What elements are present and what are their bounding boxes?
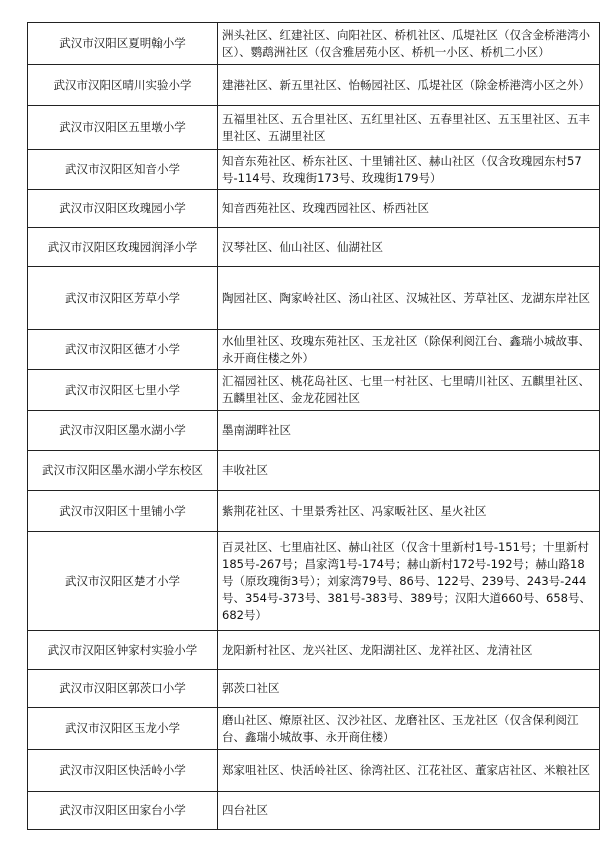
district-area: 四台社区 [218, 792, 600, 830]
school-name: 武汉市汉阳区五里墩小学 [28, 106, 218, 150]
table-row [28, 670, 600, 708]
school-name: 武汉市汉阳区知音小学 [28, 150, 218, 190]
table-row [28, 106, 600, 150]
table-row [28, 65, 600, 106]
school-name: 武汉市汉阳区玫瑰园润泽小学 [28, 228, 218, 267]
district-area: 丰收社区 [218, 451, 600, 491]
table-row [28, 451, 600, 491]
table-row [28, 330, 600, 370]
table-row [28, 792, 600, 830]
table-row [28, 491, 600, 532]
school-name: 武汉市汉阳区芳草小学 [28, 267, 218, 330]
school-name: 武汉市汉阳区快活岭小学 [28, 750, 218, 792]
school-name: 武汉市汉阳区田家台小学 [28, 792, 218, 830]
school-district-table [27, 22, 600, 830]
district-area: 五福里社区、五合里社区、五红里社区、五春里社区、五玉里社区、五丰里社区、五湖里社区 [218, 106, 600, 150]
district-area: 汉琴社区、仙山社区、仙湖社区 [218, 228, 600, 267]
table-row [28, 411, 600, 451]
school-name: 武汉市汉阳区墨水湖小学东校区 [28, 451, 218, 491]
school-name: 武汉市汉阳区七里小学 [28, 370, 218, 411]
table-row [28, 23, 600, 65]
school-name: 武汉市汉阳区楚才小学 [28, 532, 218, 631]
table-row [28, 267, 600, 330]
district-area: 郭茨口社区 [218, 670, 600, 708]
district-area: 磨山社区、燎原社区、汉沙社区、龙磨社区、玉龙社区（仅含保利阅江台、鑫瑞小城故事、永开商住楼） [218, 708, 600, 750]
table-row [28, 631, 600, 670]
table-row [28, 190, 600, 228]
school-name: 武汉市汉阳区晴川实验小学 [28, 65, 218, 106]
district-area: 洲头社区、红建社区、向阳社区、桥机社区、瓜堤社区（仅含金桥港湾小区）、鹦鹉洲社区（仅含雅居苑小区、桥机一小区、桥机二小区） [218, 23, 600, 65]
school-name: 武汉市汉阳区墨水湖小学 [28, 411, 218, 451]
table-row [28, 708, 600, 750]
school-name: 武汉市汉阳区十里铺小学 [28, 491, 218, 532]
district-area: 知音西苑社区、玫瑰西园社区、桥西社区 [218, 190, 600, 228]
district-area: 紫荆花社区、十里景秀社区、冯家畈社区、星火社区 [218, 491, 600, 532]
school-name: 武汉市汉阳区郭茨口小学 [28, 670, 218, 708]
table-row [28, 150, 600, 190]
table-row [28, 532, 600, 631]
school-name: 武汉市汉阳区德才小学 [28, 330, 218, 370]
district-area: 百灵社区、七里庙社区、赫山社区（仅含十里新村1号-151号；十里新村185号-267号；昌家湾1号-174号；赫山新村172号-192号；赫山路18号（原玫瑰街3号）；刘家湾79号、86号、122号、239号、243号-244号、354号-373号、381号-383号、389号；汉阳大道660号、658号、682号） [218, 532, 600, 631]
school-name: 武汉市汉阳区玫瑰园小学 [28, 190, 218, 228]
district-area: 汇福园社区、桃花岛社区、七里一村社区、七里晴川社区、五麒里社区、五麟里社区、金龙花园社区 [218, 370, 600, 411]
district-area: 龙阳新村社区、龙兴社区、龙阳湖社区、龙祥社区、龙清社区 [218, 631, 600, 670]
school-name: 武汉市汉阳区钟家村实验小学 [28, 631, 218, 670]
district-area: 建港社区、新五里社区、怡畅园社区、瓜堤社区（除金桥港湾小区之外） [218, 65, 600, 106]
table-row [28, 370, 600, 411]
table-row [28, 750, 600, 792]
school-name: 武汉市汉阳区夏明翰小学 [28, 23, 218, 65]
district-area: 知音东苑社区、桥东社区、十里铺社区、赫山社区（仅含玫瑰园东村57号-114号、玫瑰街173号、玫瑰街179号） [218, 150, 600, 190]
district-area: 陶园社区、陶家岭社区、汤山社区、汉城社区、芳草社区、龙湖东岸社区 [218, 267, 600, 330]
district-area: 郑家咀社区、快活岭社区、徐湾社区、江花社区、董家店社区、米粮社区 [218, 750, 600, 792]
district-area: 墨南湖畔社区 [218, 411, 600, 451]
district-area: 水仙里社区、玫瑰东苑社区、玉龙社区（除保利阅江台、鑫瑞小城故事、永开商住楼之外） [218, 330, 600, 370]
school-name: 武汉市汉阳区玉龙小学 [28, 708, 218, 750]
table-row [28, 228, 600, 267]
